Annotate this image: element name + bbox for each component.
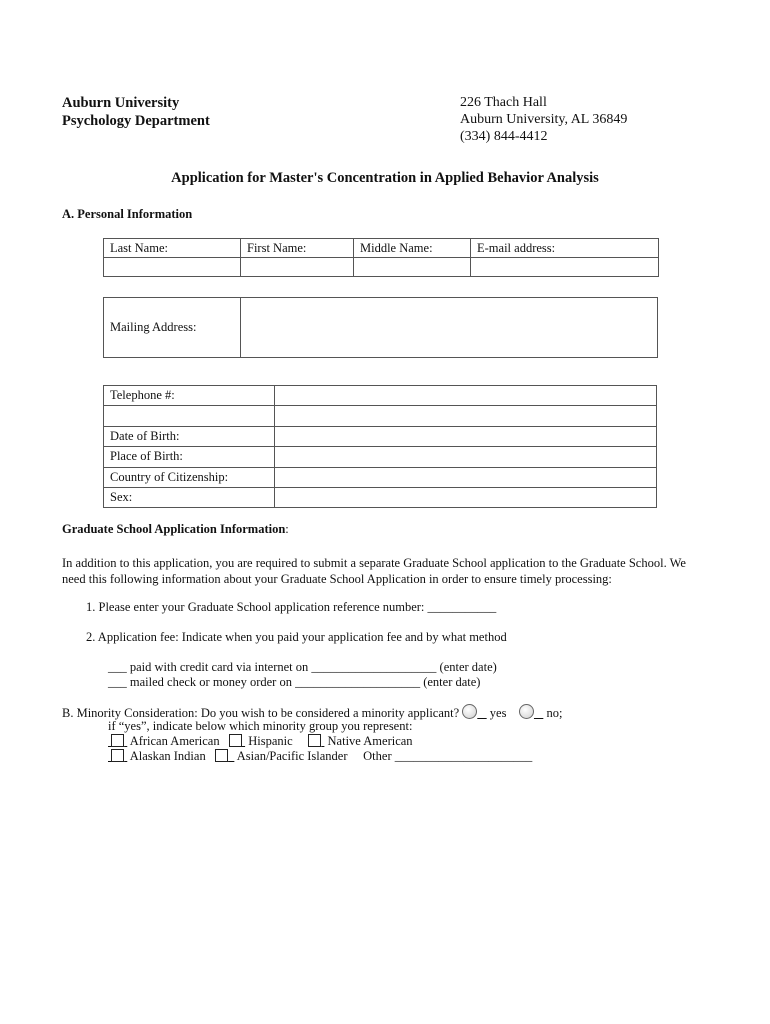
phone-number: (334) 844-4412	[460, 129, 548, 144]
mailing-address-label: Mailing Address:	[104, 298, 241, 358]
minority-groups-row-1	[108, 734, 413, 749]
sex-label: Sex:	[104, 487, 275, 507]
address-line-1: 226 Thach Hall	[460, 95, 547, 110]
no-label: no;	[546, 706, 563, 720]
institution-block	[62, 94, 210, 130]
grad-school-heading-colon: :	[285, 522, 289, 536]
section-a-heading: A. Personal Information	[62, 207, 193, 221]
radio-circle-icon	[462, 704, 477, 719]
payment-options	[108, 660, 497, 690]
yes-radio[interactable]	[462, 706, 477, 720]
place-of-birth-label: Place of Birth:	[104, 447, 275, 467]
citizenship-field[interactable]	[275, 467, 657, 487]
personal-details-table	[103, 385, 657, 508]
date-of-birth-field[interactable]	[275, 426, 657, 446]
grad-school-paragraph	[62, 555, 686, 587]
email-header: E-mail address:	[471, 239, 659, 258]
hispanic-checkbox[interactable]	[229, 734, 242, 747]
blank-label	[104, 406, 275, 426]
citizenship-label: Country of Citizenship:	[104, 467, 275, 487]
grad-school-heading	[62, 522, 289, 537]
mailing-address-table	[103, 297, 658, 358]
credit-card-option[interactable]: ___ paid with credit card via internet on ____________________ (enter date)	[108, 660, 497, 674]
contact-block	[460, 94, 627, 145]
paragraph-line-2: need this following information about your Graduate School Application in order to ensure timely processing:	[62, 572, 612, 586]
native-american-checkbox[interactable]	[308, 734, 321, 747]
minority-groups-row-2	[108, 749, 532, 764]
name-table	[103, 238, 659, 277]
african-american-checkbox[interactable]	[111, 734, 124, 747]
middle-name-field[interactable]	[354, 258, 471, 277]
asian-pacific-label: Asian/Pacific Islander	[236, 749, 348, 763]
application-fee-item: 2. Application fee: Indicate when you paid your application fee and by what method	[86, 630, 507, 644]
asian-pacific-checkbox[interactable]	[215, 749, 228, 762]
last-name-header: Last Name:	[104, 239, 241, 258]
paragraph-line-1: In addition to this application, you are required to submit a separate Graduate School application to the Graduate School. We	[62, 556, 686, 570]
grad-school-heading-text: Graduate School Application Information	[62, 522, 286, 536]
no-radio[interactable]	[519, 706, 534, 720]
minority-instruction: if “yes”, indicate below which minority group you represent:	[108, 719, 413, 733]
first-name-field[interactable]	[241, 258, 354, 277]
middle-name-header: Middle Name:	[354, 239, 471, 258]
alaskan-indian-checkbox[interactable]	[111, 749, 124, 762]
address-line-2: Auburn University, AL 36849	[460, 112, 628, 127]
telephone-field[interactable]	[275, 386, 657, 406]
reference-number-item[interactable]: 1. Please enter your Graduate School application reference number: ___________	[86, 600, 497, 614]
african-american-label: African American	[129, 734, 220, 748]
university-name: Auburn University	[62, 95, 180, 111]
native-american-label: Native American	[327, 734, 413, 748]
sex-field[interactable]	[275, 487, 657, 507]
department-name: Psychology Department	[62, 113, 210, 129]
date-of-birth-label: Date of Birth:	[104, 426, 275, 446]
minority-question-text: B. Minority Consideration: Do you wish to be considered a minority applicant?	[62, 706, 460, 720]
blank-field[interactable]	[275, 406, 657, 426]
yes-label: yes	[489, 706, 507, 720]
mailing-address-field[interactable]	[241, 298, 658, 358]
check-option[interactable]: ___ mailed check or money order on ____________________ (enter date)	[108, 675, 481, 689]
radio-circle-icon	[519, 704, 534, 719]
other-label: Other	[363, 749, 392, 763]
email-field[interactable]	[471, 258, 659, 277]
last-name-field[interactable]	[104, 258, 241, 277]
first-name-header: First Name:	[241, 239, 354, 258]
form-title: Application for Master's Concentration in Applied Behavior Analysis	[171, 170, 599, 186]
hispanic-label: Hispanic	[248, 734, 293, 748]
place-of-birth-field[interactable]	[275, 447, 657, 467]
alaskan-indian-label: Alaskan Indian	[129, 749, 206, 763]
telephone-label: Telephone #:	[104, 386, 275, 406]
other-input-line[interactable]: ______________________	[394, 749, 533, 763]
